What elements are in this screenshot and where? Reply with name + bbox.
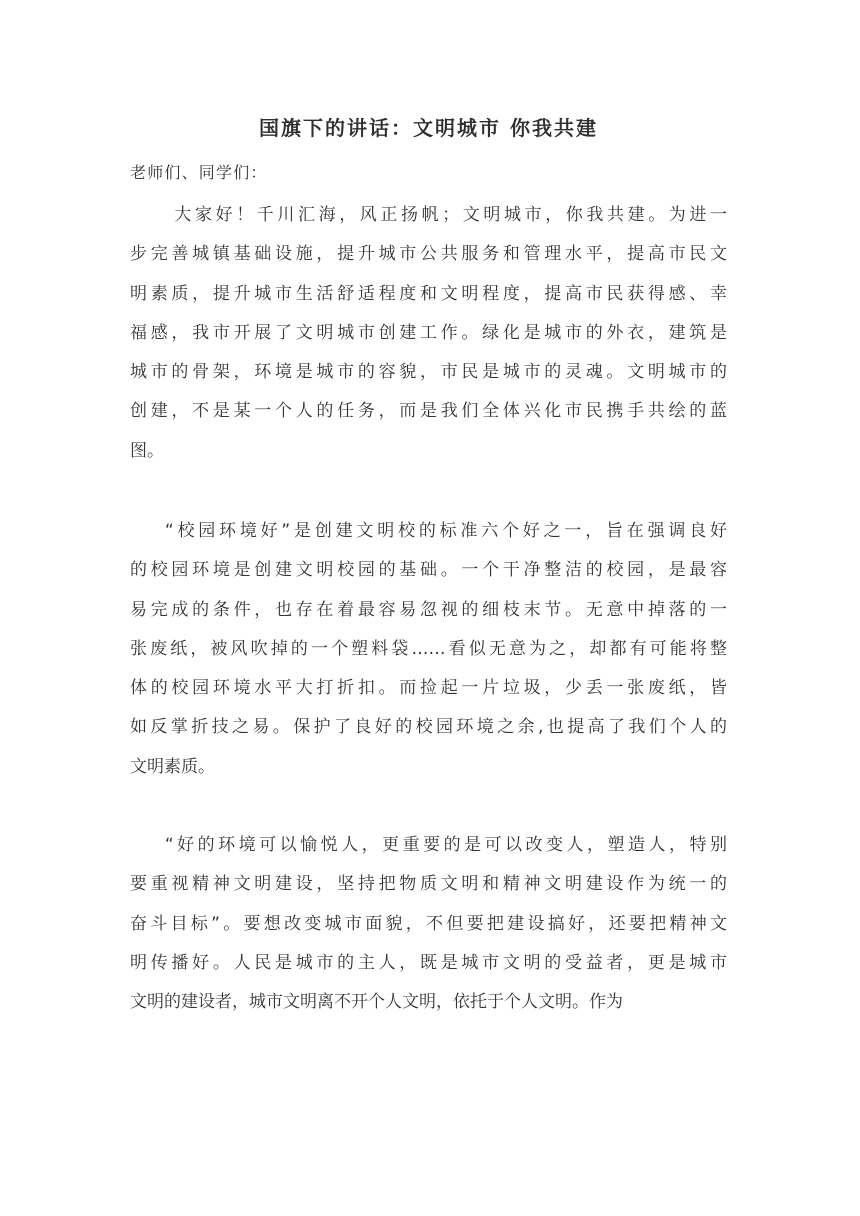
document-title: 国旗下的讲话：文明城市 你我共建 [259, 116, 598, 140]
paragraph-line: 大家好！千川汇海，风正扬帆；文明城市，你我共建。为进一 [153, 205, 727, 225]
paragraph-line: 明素质，提升城市生活舒适程度和文明程度，提高市民获得感、幸 [130, 283, 727, 304]
paragraph-line: 明传播好。人民是城市的主人，既是城市文明的受益者，更是城市 [130, 952, 727, 973]
paragraph-line: 奋斗目标”。要想改变城市面貌，不但要把建设搞好，还要把精神文 [130, 913, 727, 934]
paragraph-line: 步完善城镇基础设施，提升城市公共服务和管理水平，提高市民文 [130, 244, 727, 265]
paragraph-line: 文明素质。 [130, 756, 215, 777]
paragraph-line: 易完成的条件，也存在着最容易忽视的细枝末节。无意中掉落的一 [130, 599, 727, 620]
paragraph-line: 要重视精神文明建设，坚持把物质文明和精神文明建设作为统一的 [130, 874, 727, 895]
paragraph-1 [130, 196, 727, 471]
greeting-line: 老师们、同学们： [130, 163, 268, 182]
paragraph-line: 福感，我市开展了文明城市创建工作。绿化是城市的外衣，建筑是 [130, 322, 727, 343]
paragraph-line: 文明的建设者，城市文明离不开个人文明，依托于个人文明。作为 [130, 992, 623, 1013]
paragraph-3 [130, 826, 727, 1022]
paragraph-line: “校园环境好”是创建文明校的标准六个好之一，旨在强调良好 [164, 521, 727, 541]
paragraph-line: 张废纸，被风吹掉的一个塑料袋……看似无意为之，却都有可能将整 [130, 638, 727, 659]
paragraph-line: 如反掌折技之易。保护了良好的校园环境之余,也提高了我们个人的 [130, 717, 727, 738]
paragraph-line: 的校园环境是创建文明校园的基础。一个干净整洁的校园，是最容 [130, 560, 727, 581]
paragraph-line: 体的校园环境水平大打折扣。而捡起一片垃圾，少丢一张废纸，皆 [130, 678, 727, 699]
paragraph-line: “好的环境可以愉悦人，更重要的是可以改变人，塑造人，特别 [164, 835, 727, 855]
paragraph-line: 创建，不是某一个人的任务，而是我们全体兴化市民携手共绘的蓝 [130, 401, 727, 422]
paragraph-line: 图。 [130, 440, 164, 461]
paragraph-line: 城市的骨架，环境是城市的容貌，市民是城市的灵魂。文明城市的 [130, 362, 727, 383]
paragraph-2 [130, 512, 727, 787]
